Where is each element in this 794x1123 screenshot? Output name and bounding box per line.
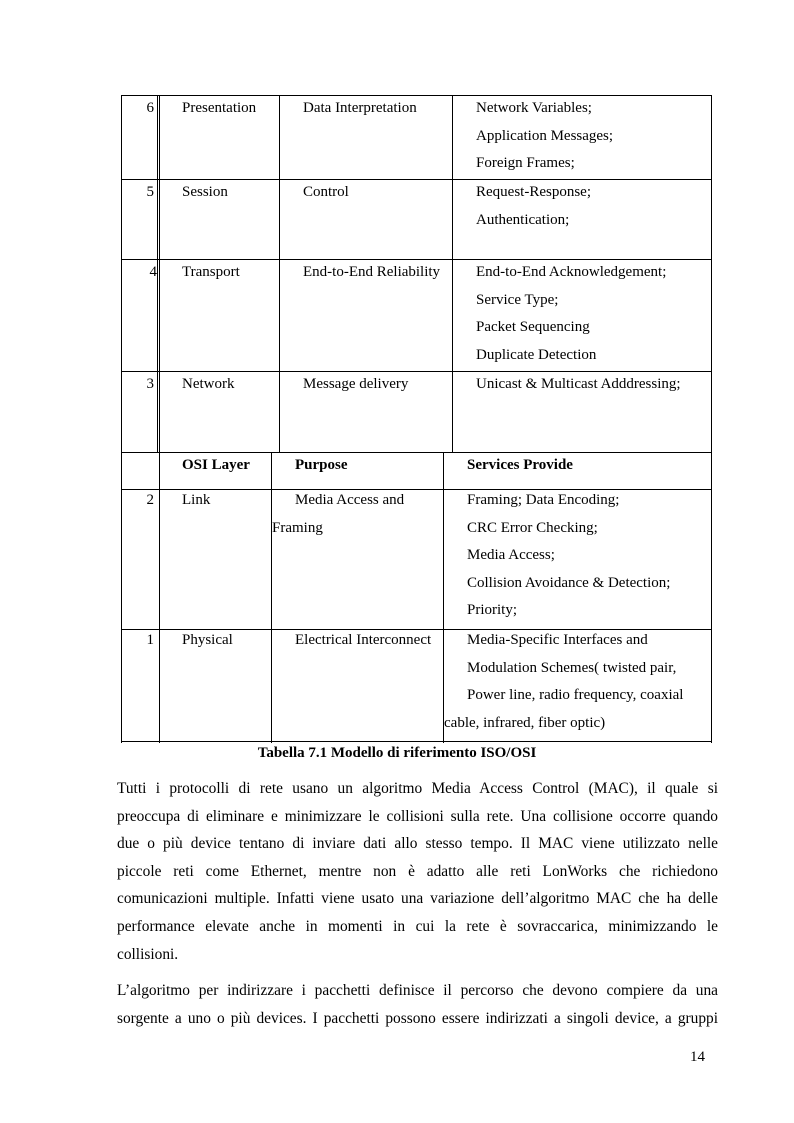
osi-table-lower [121,452,712,743]
service-line: Authentication; [476,211,570,228]
osi-table-upper [121,95,712,453]
layer-name: Presentation [182,100,257,116]
service-line: Application Messages; [476,127,614,144]
text-line: comunicazioni multiple. Infatti viene usato una variazione dell’algoritmo MAC che ha delle [117,890,718,908]
service-line: Collision Avoidance & Detection; [467,574,671,591]
text-line: preoccupa di eliminare e minimizzare le collisioni sulla rete. Una collisione occorre quando [117,807,718,825]
col-divider [157,95,158,453]
service-line: Priority; [467,602,518,619]
table-border-bottom [121,741,712,742]
layer-services [476,95,613,178]
header-osi-layer: OSI Layer [182,457,250,473]
service-line: Unicast & Multicast Adddressing; [476,376,681,392]
page-number: 14 [690,1049,705,1065]
col-divider [159,95,160,453]
layer-number: 1 [146,632,154,648]
layer-services [444,627,712,737]
layer-number: 5 [146,184,154,200]
service-line: Framing; Data Encoding; [467,492,620,508]
header-purpose: Purpose [295,457,348,473]
text-line: L’algoritmo per indirizzare i pacchetti definisce il percorso che devono compiere da una [117,982,718,999]
service-line: Service Type; [476,291,559,308]
layer-services [467,487,670,625]
body-paragraph [117,775,718,968]
table-caption: Tabella 7.1 Modello di riferimento ISO/OSI [257,745,537,761]
layer-number: 2 [146,492,154,508]
service-line: CRC Error Checking; [467,519,598,536]
purpose-word: and [382,492,405,508]
service-line: Media Access; [467,547,555,564]
layer-name: Transport [182,264,240,280]
purpose-line: Framing [272,519,323,536]
layer-purpose [272,487,465,542]
service-line: Power line, radio frequency, coaxial [467,687,684,704]
layer-services [476,179,591,234]
layer-name: Network [182,376,235,392]
layer-purpose: End-to-End Reliability [303,264,441,280]
layer-name: Physical [182,632,233,648]
text-line: piccole reti come Ethernet, mentre non è adatto alle reti LonWorks che richiedono [117,862,718,880]
layer-number: 4 [149,264,157,280]
body-paragraph [117,977,718,1032]
service-line: Media-Specific Interfaces and [467,632,648,648]
service-line: Duplicate Detection [476,346,597,363]
layer-purpose: Data Interpretation [303,100,417,116]
service-line: Network Variables; [476,100,592,116]
col-divider [452,95,453,453]
text-line: due o più device tentano di inviare dati allo stesso tempo. Il MAC viene utilizzato nelle [117,835,718,853]
layer-services [476,259,666,369]
purpose-line [295,487,465,515]
text-line: sorgente a uno o più devices. I pacchetti possono essere indirizzati a singoli device, a gruppi [117,1009,718,1027]
service-line: End-to-End Acknowledgement; [476,264,667,280]
table-border-right [711,95,712,453]
layer-number: 6 [146,100,154,116]
layer-name: Session [182,184,228,200]
layer-purpose: Message delivery [303,376,409,392]
layer-purpose: Control [303,184,349,200]
purpose-word: Media [295,492,334,508]
layer-purpose: Electrical Interconnect [295,632,432,648]
layer-services [476,371,681,399]
layer-number: 3 [146,376,154,392]
col-divider [279,95,280,453]
text-line: performance elevate anche in momenti in cui la rete è sovraccarica, minimizzando le [117,917,718,935]
service-line: Foreign Frames; [476,155,575,172]
text-line: collisioni. [117,945,179,963]
service-line: Packet Sequencing [476,319,590,336]
col-divider [159,452,160,743]
header-services: Services Provide [467,457,573,473]
service-line: cable, infrared, fiber optic) [444,714,606,731]
text-line: Tutti i protocolli di rete usano un algoritmo Media Access Control (MAC), il quale si [117,780,718,797]
service-line: Request-Response; [476,184,591,200]
layer-name: Link [182,492,211,508]
purpose-word: Access [336,492,379,508]
service-line: Modulation Schemes( twisted pair, [467,659,677,676]
